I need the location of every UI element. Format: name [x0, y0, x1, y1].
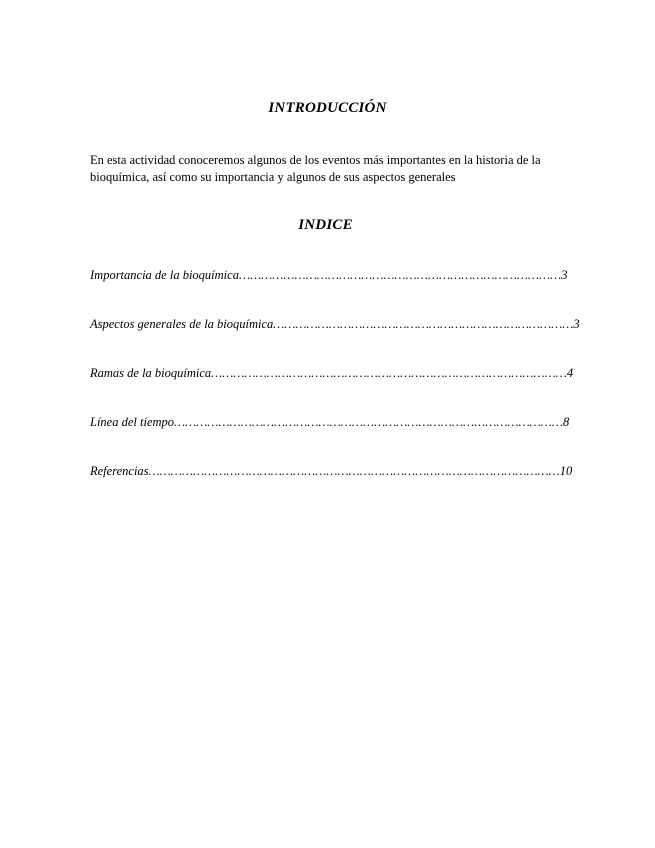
toc-entry-page: 3: [573, 317, 580, 331]
toc-entry-leader: …………………………………………………………………………………………………: [148, 464, 560, 478]
introduction-line-2: bioquímica, así como su importancia y algunos de sus aspectos generales: [90, 170, 456, 184]
toc-entry-page: 4: [566, 366, 574, 380]
toc-entry-label: Referencias: [90, 464, 149, 478]
toc-entry-referencias: [90, 464, 573, 482]
toc-entry-leader: ……………………………………………………………………………: [238, 268, 562, 282]
index-heading: INDICE: [298, 217, 353, 233]
toc-entry-linea-del-tiempo: [90, 415, 570, 433]
toc-entry-page: 10: [559, 464, 573, 478]
introduction-heading: INTRODUCCIÓN: [268, 100, 387, 116]
toc-entry-ramas: [90, 366, 574, 384]
introduction-paragraph: [90, 152, 570, 186]
toc-entry-aspectos: [90, 317, 580, 335]
toc-entry-page: 3: [561, 268, 568, 282]
toc-entry-label: Importancia de la bioquímica: [90, 268, 239, 282]
toc-entry-leader: ………………………………………………………………………: [273, 317, 574, 331]
toc-entry-label: Ramas de la bioquímica: [90, 366, 212, 380]
toc-entry-importancia: [90, 268, 568, 286]
toc-entry-page: 8: [563, 415, 570, 429]
toc-entry-label: Línea del tiempo: [90, 415, 175, 429]
toc-entry-leader: ……………………………………………………………………………………: [211, 366, 567, 380]
toc-entry-leader: ……………………………………………………………………………………………: [174, 415, 564, 429]
toc-entry-label: Aspectos generales de la bioquímica: [90, 317, 274, 331]
introduction-line-1: En esta actividad conoceremos algunos de los eventos más importantes en la historia de la: [90, 153, 541, 167]
